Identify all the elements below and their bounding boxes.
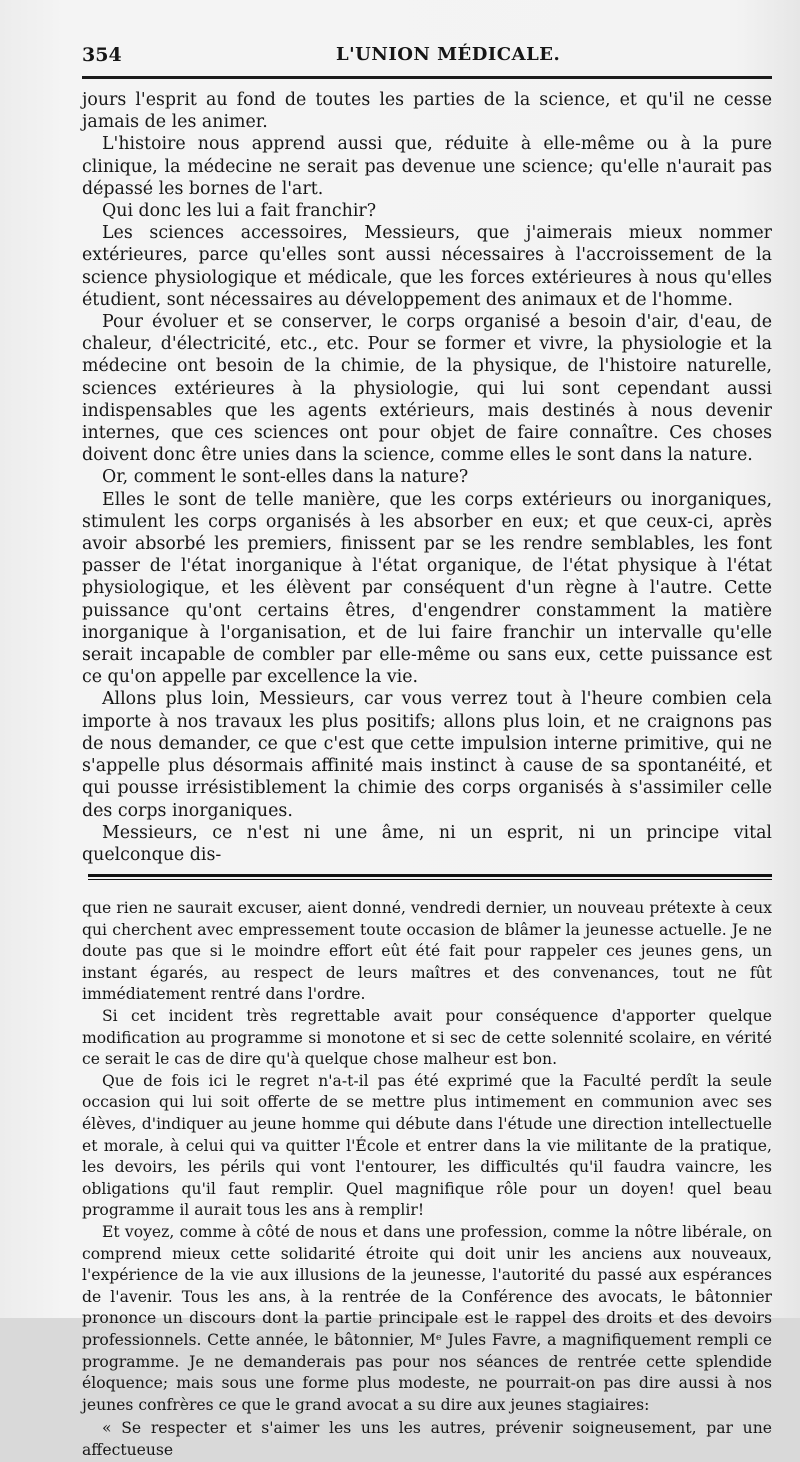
feuilleton-paragraph: Que de fois ici le regret n'a-t-il pas été exprimé que la Faculté perdît la seule occasion qui lui soit offerte de se mettre plus intimement en communion avec ses élèves, d'indiquer au jeune homme qui débute dans l'étude une direction intellectuelle et morale, à celui qui va quitter l'École et entrer dans la vie militante de la pratique, les devoirs, les périls qui vont l'entourer, les difficultés qu'il faudra vaincre, les obligations qu'il faut remplir. Quel magnifique rôle pour un doyen! quel beau programme il aurait tous les ans à remplir! <box>82 1071 772 1220</box>
page-header <box>82 36 772 79</box>
paragraph: Elles le sont de telle manière, que les corps extérieurs ou inorganiques, stimulent les corps organisés à les absorber en eux; et que ceux-ci, après avoir absorbé les premiers, finissent par se les rendre semblables, les font passer de l'état inorganique à l'état organique, de l'état physique à l'état physiologique, et les élèvent par conséquent d'un règne à l'autre. Cette puissance qu'ont certains êtres, d'engendrer constamment la matière inorganique à l'organisation, et de lui faire franchir un intervalle qu'elle serait incapable de combler par elle-même ou sans eux, cette puissance est ce qu'on appelle par excellence la vie. <box>82 489 772 688</box>
main-article <box>82 89 772 866</box>
paragraph: Pour évoluer et se conserver, le corps organisé a besoin d'air, d'eau, de chaleur, d'électricité, etc., etc. Pour se former et vivre, la physiologie et la médecine ont besoin de la chimie, de la physique, de l'histoire naturelle, sciences extérieures à la physiologie, qui lui sont cependant aussi indispensables que les agents extérieurs, mais destinés à nous devenir internes, que ces sciences ont pour objet de faire connaître. Ces choses doivent donc être unies dans la science, comme elles le sont dans la nature. <box>82 312 772 466</box>
running-title: L'UNION MÉDICALE. <box>336 44 561 65</box>
feuilleton-quote: « Se respecter et s'aimer les uns les autres, prévenir soigneusement, par une affectueuse <box>82 1419 772 1459</box>
paragraph: Allons plus loin, Messieurs, car vous verrez tout à l'heure combien cela importe à nos travaux les plus positifs; allons plus loin, et ne craignons pas de nous demander, ce que c'est que cette impulsion interne primitive, qui ne s'appelle plus désormais affinité mais instinct à cause de sa spontanéité, et qui pousse irrésistiblement la chimie des corps organisés à s'assimiler celle des corps inorganiques. <box>82 689 772 821</box>
paragraph: Messieurs, ce n'est ni une âme, ni un esprit, ni un principe vital quelconque dis- <box>82 822 772 865</box>
feuilleton-paragraph: Et voyez, comme à côté de nous et dans une profession, comme la nôtre libérale, on comprend mieux cette solidarité étroite qui doit unir les anciens aux nouveaux, l'expérience de la vie aux illusions de la jeunesse, l'autorité du passé aux espérances de l'avenir. Tous les ans, à la rentrée de la Conférence des avocats, le bâtonnier prononce un discours dont la partie principale est le rappel des droits et des devoirs professionnels. Cette année, le bâtonnier, Mᵉ Jules Favre, a magnifiquement rempli ce programme. Je ne demanderais pas pour nos séances de rentrée cette splendide éloquence; mais sous une forme plus modeste, ne pourrait-on pas dire aussi à nos jeunes confrères ce que le grand avocat a su dire aux jeunes stagiaires: <box>82 1223 772 1414</box>
paragraph: Qui donc les lui a fait franchir? <box>102 201 377 222</box>
section-divider <box>88 874 772 880</box>
feuilleton-section <box>82 898 772 1461</box>
page-number: 354 <box>82 44 122 66</box>
paragraph: L'histoire nous apprend aussi que, réduite à elle-même ou à la pure clinique, la médecine ne serait pas devenue une science; qu'elle n'aurait pas dépassé les bornes de l'art. <box>82 134 772 199</box>
feuilleton-paragraph: que rien ne saurait excuser, aient donné, vendredi dernier, un nouveau prétexte à ceux qui cherchent avec empressement toute occasion de blâmer la jeunesse actuelle. Je ne doute pas que si le moindre effort eût été fait pour rappeler ces jeunes gens, un instant égarés, au respect de leurs maîtres et des convenances, tout ne fût immédiatement rentré dans l'ordre. <box>82 899 772 1004</box>
paragraph: jours l'esprit au fond de toutes les parties de la science, et qu'il ne cesse jamais de les animer. <box>82 90 772 133</box>
paragraph: Les sciences accessoires, Messieurs, que j'aimerais mieux nommer extérieures, parce qu'elles sont aussi nécessaires à l'accroissement de la science physiologique et médicale, que les forces extérieures à nous qu'elles étudient, sont nécessaires au développement des animaux et de l'homme. <box>82 223 772 310</box>
paragraph: Or, comment le sont-elles dans la nature? <box>102 467 469 488</box>
feuilleton-paragraph: Si cet incident très regrettable avait pour conséquence d'apporter quelque modification au programme si monotone et si sec de cette solennité scolaire, en vérité ce serait le cas de dire qu'à quelque chose malheur est bon. <box>82 1007 772 1069</box>
